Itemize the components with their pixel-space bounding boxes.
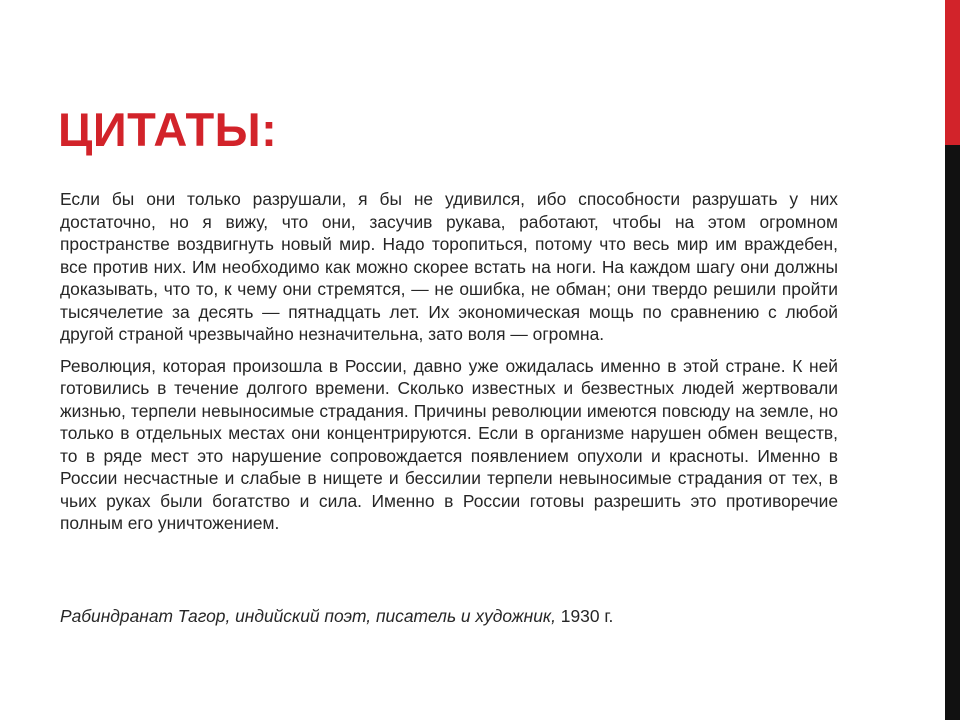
accent-bar-red (945, 0, 960, 145)
quote-attribution (60, 605, 613, 627)
quote-paragraph-1: Если бы они только разрушали, я бы не удивился, ибо способности разрушать у них достаточно, но я вижу, что они, засучив рукава, работают, чтобы на этом огромном пространстве воздвигнуть новый мир. Надо торопиться, потому что весь мир им враждебен, все против них. Им необходимо как можно скорее встать на ноги. На каждом шагу они должны доказывать, что то, к чему они стремятся, — не ошибка, не обман; они твердо решили пройти тысячелетие за десять — пятнадцать лет. Их экономическая мощь по сравнению с любой другой страной чрезвычайно незначительна, зато воля — огромна. (60, 189, 838, 344)
attribution-year: 1930 г. (555, 606, 614, 626)
attribution-author: Рабиндранат Тагор, индийский поэт, писатель и художник, (60, 606, 556, 626)
accent-bar-black (945, 145, 960, 720)
quote-paragraph-2: Революция, которая произошла в России, давно уже ожидалась именно в этой стране. К ней готовились в течение долгого времени. Сколько известных и безвестных людей жертвовали жизнью, терпели невыносимые страдания. Причины революции имеются повсюду на земле, но только в отдельных местах они концентрируются. Если в организме нарушен обмен веществ, то в ряде мест это нарушение сопровождается появлением опухоли и красноты. Именно в России несчастные и слабые в нищете и бессилии терпели невыносимые страдания от тех, в чьих руках были богатство и сила. Именно в России готовы разрешить это противоречие полным его уничтожением. (60, 355, 838, 533)
slide-title: ЦИТАТЫ: (58, 103, 278, 156)
quote-body (60, 188, 838, 544)
